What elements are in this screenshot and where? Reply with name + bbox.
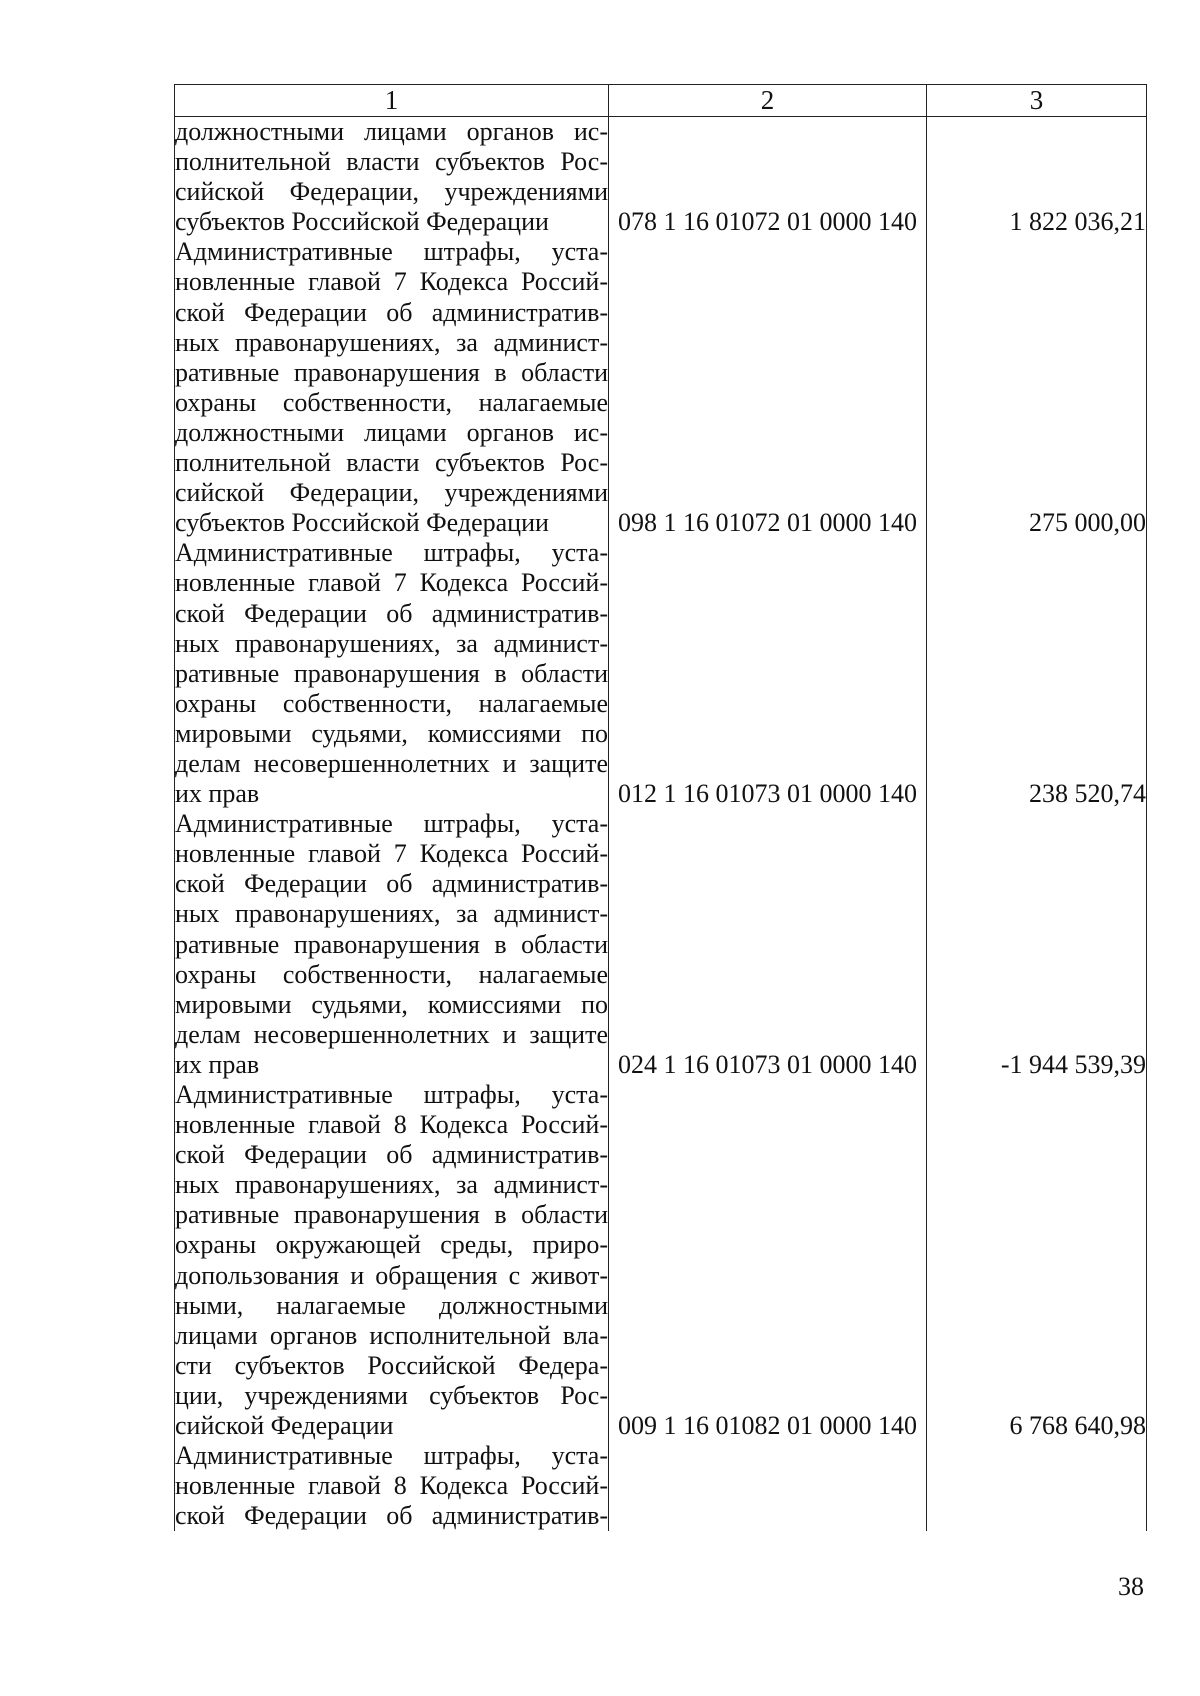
description-line: полнительной власти субъектов Рос-	[175, 448, 608, 478]
revenue-table	[174, 84, 1147, 1531]
row-code	[609, 1441, 927, 1531]
table-row	[175, 117, 1147, 238]
row-code: 078 1 16 01072 01 0000 140	[609, 117, 927, 238]
description-line: ской Федерации об административ-	[175, 1501, 608, 1531]
row-code: 024 1 16 01073 01 0000 140	[609, 809, 927, 1080]
column-header-1: 1	[175, 85, 609, 117]
table-body	[175, 117, 1147, 1532]
row-amount: -1 944 539,39	[927, 809, 1147, 1080]
row-amount: 6 768 640,98	[927, 1080, 1147, 1441]
description-line: охраны собственности, налагаемые	[175, 387, 608, 417]
description-line: сийской Федерации	[175, 1411, 394, 1441]
description-line: ции, учреждениями субъектов Рос-	[175, 1380, 608, 1410]
description-line: ративные правонарушения в области	[175, 929, 608, 959]
description-line: допользования и обращения с живот-	[175, 1260, 608, 1290]
description-line: ными, налагаемые должностными	[175, 1290, 608, 1320]
description-line: Административные штрафы, уста-	[175, 1441, 608, 1471]
description-line: ративные правонарушения в области	[175, 658, 608, 688]
description-line: субъектов Российской Федерации	[175, 508, 549, 538]
description-line: субъектов Российской Федерации	[175, 207, 549, 237]
table-header	[175, 85, 1147, 117]
row-description	[175, 538, 609, 809]
table-row	[175, 809, 1147, 1080]
column-header-3: 3	[927, 85, 1147, 117]
row-code: 098 1 16 01072 01 0000 140	[609, 237, 927, 538]
description-line: Административные штрафы, уста-	[175, 809, 608, 839]
description-line: лицами органов исполнительной вла-	[175, 1320, 608, 1350]
table-row	[175, 237, 1147, 538]
row-description	[175, 117, 609, 238]
description-line: делам несовершеннолетних и защите	[175, 1019, 608, 1049]
description-line: их прав	[175, 779, 260, 809]
description-line: должностными лицами органов ис-	[175, 417, 608, 447]
description-line: ных правонарушениях, за админист-	[175, 628, 608, 658]
description-line: мировыми судьями, комиссиями по	[175, 989, 608, 1019]
column-header-2: 2	[609, 85, 927, 117]
description-line: мировыми судьями, комиссиями по	[175, 718, 608, 748]
description-line: ных правонарушениях, за админист-	[175, 1170, 608, 1200]
description-line: ных правонарушениях, за админист-	[175, 327, 608, 357]
description-line: ных правонарушениях, за админист-	[175, 899, 608, 929]
table-row	[175, 538, 1147, 809]
row-description	[175, 237, 609, 538]
description-line: сти субъектов Российской Федера-	[175, 1350, 608, 1380]
description-line: должностными лицами органов ис-	[175, 117, 608, 146]
description-line: сийской Федерации, учреждениями	[175, 177, 608, 207]
row-description	[175, 1080, 609, 1441]
description-line: Административные штрафы, уста-	[175, 538, 608, 568]
description-line: Административные штрафы, уста-	[175, 237, 608, 267]
description-line: ративные правонарушения в области	[175, 1200, 608, 1230]
description-line: охраны собственности, налагаемые	[175, 688, 608, 718]
row-code: 012 1 16 01073 01 0000 140	[609, 538, 927, 809]
description-line: сийской Федерации, учреждениями	[175, 478, 608, 508]
description-line: новленные главой 7 Кодекса Россий-	[175, 839, 608, 869]
description-line: делам несовершеннолетних и защите	[175, 748, 608, 778]
description-line: Административные штрафы, уста-	[175, 1080, 608, 1109]
description-line: новленные главой 7 Кодекса Россий-	[175, 568, 608, 598]
description-line: новленные главой 7 Кодекса Россий-	[175, 267, 608, 297]
row-amount: 238 520,74	[927, 538, 1147, 809]
row-amount: 1 822 036,21	[927, 117, 1147, 238]
row-description	[175, 809, 609, 1080]
row-amount: 275 000,00	[927, 237, 1147, 538]
table-row	[175, 1080, 1147, 1441]
description-line: охраны окружающей среды, приро-	[175, 1230, 608, 1260]
description-line: ской Федерации об административ-	[175, 869, 608, 899]
row-amount	[927, 1441, 1147, 1531]
description-line: новленные главой 8 Кодекса Россий-	[175, 1110, 608, 1140]
table-row	[175, 1441, 1147, 1531]
row-code: 009 1 16 01082 01 0000 140	[609, 1080, 927, 1441]
description-line: ской Федерации об административ-	[175, 1140, 608, 1170]
description-line: охраны собственности, налагаемые	[175, 959, 608, 989]
row-description	[175, 1441, 609, 1531]
description-line: ской Федерации об административ-	[175, 598, 608, 628]
description-line: полнительной власти субъектов Рос-	[175, 147, 608, 177]
description-line: ративные правонарушения в области	[175, 357, 608, 387]
page-number: 38	[1118, 1572, 1144, 1601]
description-line: новленные главой 8 Кодекса Россий-	[175, 1471, 608, 1501]
description-line: их прав	[175, 1049, 260, 1079]
description-line: ской Федерации об административ-	[175, 297, 608, 327]
